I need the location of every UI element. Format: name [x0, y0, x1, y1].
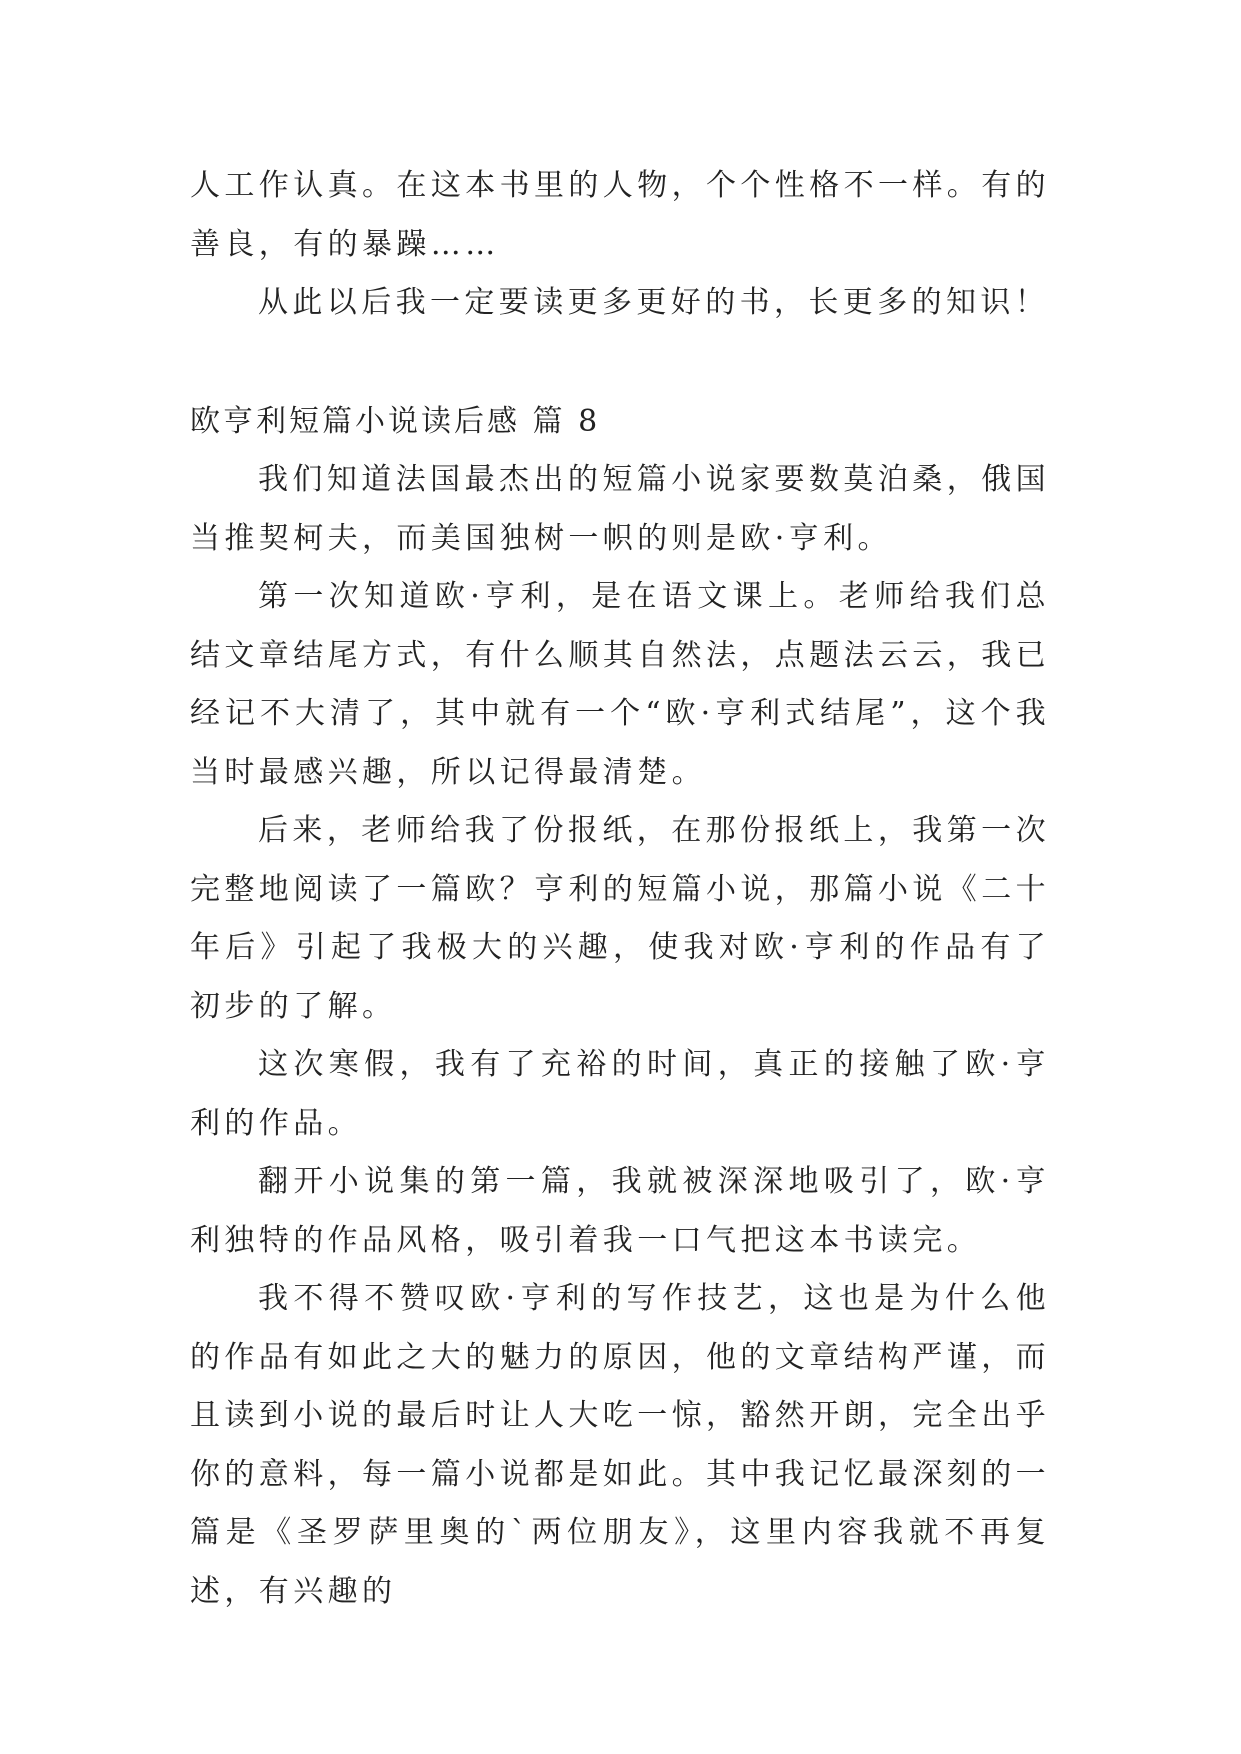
paragraph: 我们知道法国最杰出的短篇小说家要数莫泊桑，俄国当推契柯夫，而美国独树一帜的则是欧·亨利。: [190, 462, 1050, 556]
paragraph: 翻开小说集的第一篇，我就被深深地吸引了，欧·亨利独特的作品风格，吸引着我一口气把这本书读完。: [190, 1164, 1050, 1258]
section-title: 欧亨利短篇小说读后感 篇 8: [190, 403, 601, 439]
paragraph: 从此以后我一定要读更多更好的书，长更多的知识！: [258, 285, 1050, 320]
paragraph: 第一次知道欧·亨利，是在语文课上。老师给我们总结文章结尾方式，有什么顺其自然法，点题法云云，我已经记不大清了，其中就有一个“欧·亨利式结尾”，这个我当时最感兴趣，所以记得最清楚。: [190, 579, 1050, 790]
continued-paragraph: 人工作认真。在这本书里的人物，个个性格不一样。有的善良，有的暴躁……: [190, 168, 1050, 262]
paragraph: 我不得不赞叹欧·亨利的写作技艺，这也是为什么他的作品有如此之大的魅力的原因，他的文章结构严谨，而且读到小说的最后时让人大吃一惊，豁然开朗，完全出乎你的意料，每一篇小说都是如此。其中我记忆最深刻的一篇是《圣罗萨里奥的`两位朋友》，这里内容我就不再复述，有兴趣的: [190, 1281, 1050, 1609]
paragraph: 这次寒假，我有了充裕的时间，真正的接触了欧·亨利的作品。: [190, 1047, 1050, 1141]
document-body: [190, 157, 1050, 1621]
paragraph: 后来，老师给我了份报纸，在那份报纸上，我第一次完整地阅读了一篇欧？亨利的短篇小说，那篇小说《二十年后》引起了我极大的兴趣，使我对欧·亨利的作品有了初步的了解。: [190, 813, 1050, 1024]
